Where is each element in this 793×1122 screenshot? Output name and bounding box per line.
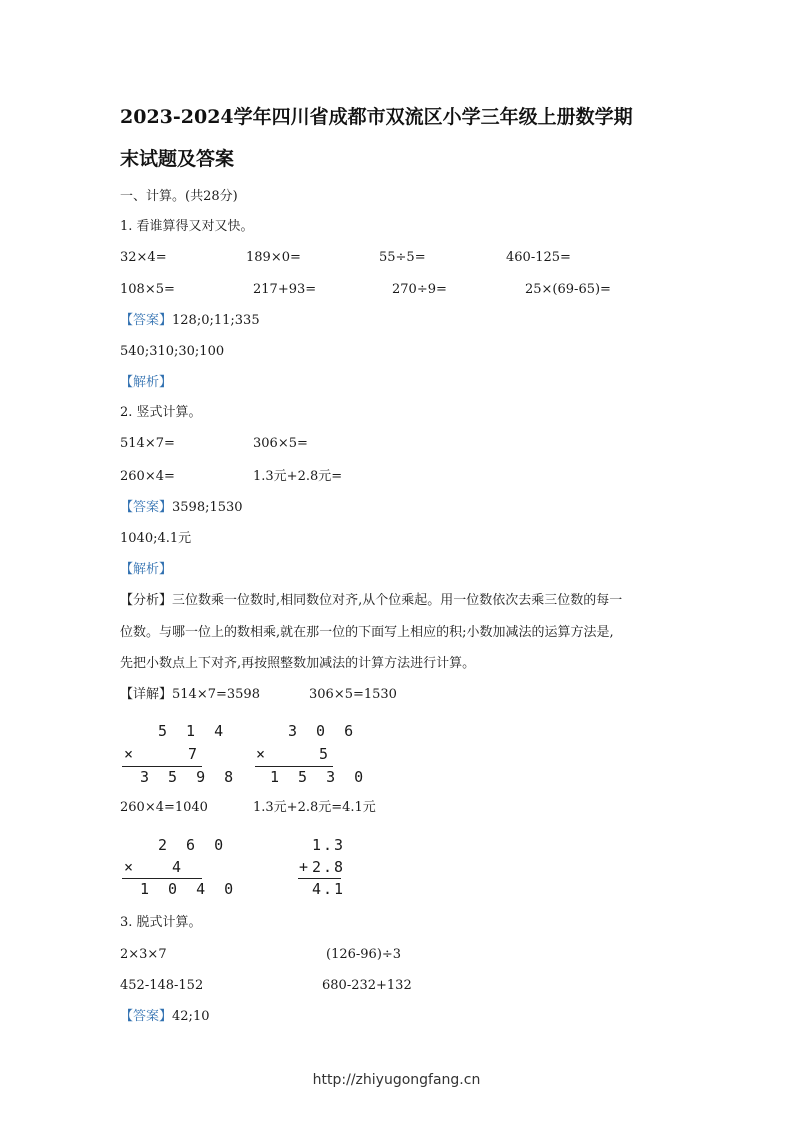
doc-title-line2: 末试题及答案 [120, 148, 235, 170]
q2-detail-line1 [120, 687, 260, 703]
fenxi-text: 三位数乘一位数时,相同数位对齐,从个位乘起。用一位数依次去乘三位数的每一 [172, 593, 623, 608]
q2-fenxi-line3: 先把小数点上下对齐,再按照整数加减法的计算方法进行计算。 [120, 656, 476, 671]
q2-analysis-tag: 【解析】 [120, 562, 173, 577]
q3-item: 2×3×7 [120, 947, 167, 962]
vcalc1-bottom: 7 [188, 745, 203, 763]
q2-fenxi-line1 [120, 593, 622, 609]
vcalc2-bottom: 5 [319, 745, 334, 763]
answer-text: 128;0;11;335 [172, 313, 260, 328]
q3-item: 680-232+132 [322, 978, 412, 993]
vcalc1-result: 3 5 9 8 [140, 768, 239, 786]
vcalc4-result: 4.1 [312, 880, 346, 898]
q1-item: 189×0= [246, 250, 301, 265]
answer-tag: 【答案】 [120, 313, 173, 328]
vcalc1-rule [122, 766, 202, 767]
answer-text: 42;10 [172, 1009, 210, 1024]
vcalc2-op: × [256, 745, 271, 763]
q3-answer [120, 1009, 209, 1025]
section-heading: 一、计算。(共28分) [120, 189, 238, 204]
vcalc4-rule [298, 878, 341, 879]
q1-item: 55÷5= [379, 250, 426, 265]
vcalc3-rule [122, 878, 202, 879]
q3-item: (126-96)÷3 [326, 947, 402, 962]
detail-tag: 【详解】 [120, 687, 173, 702]
vcalc3-top: 2 6 0 [158, 836, 229, 854]
vcalc2-top: 3 0 6 [288, 722, 359, 740]
vcalc4-op: + [299, 858, 314, 876]
vcalc3-result: 1 0 4 0 [140, 880, 239, 898]
q2-item: 260×4= [120, 469, 175, 484]
q1-answer [120, 313, 260, 329]
q2-answer [120, 500, 243, 516]
q2-answer-line2: 1040;4.1元 [120, 531, 192, 546]
q2-detail-line2: 260×4=1040 [120, 800, 208, 815]
q2-detail-line2b: 1.3元+2.8元=4.1元 [253, 800, 376, 815]
q1-item: 460-125= [506, 250, 571, 265]
vcalc3-op: × [124, 858, 139, 876]
answer-tag: 【答案】 [120, 1009, 173, 1024]
detail-text: 514×7=3598 [172, 687, 260, 702]
q1-item: 108×5= [120, 282, 175, 297]
vcalc4-top: 1.3 [312, 836, 346, 854]
footer-url[interactable]: http://zhiyugongfang.cn [312, 1072, 481, 1088]
q2-title: 2. 竖式计算。 [120, 405, 202, 420]
q1-item: 25×(69-65)= [525, 282, 611, 297]
answer-tag: 【答案】 [120, 500, 173, 515]
q3-title: 3. 脱式计算。 [120, 915, 202, 930]
fenxi-tag: 【分析】 [120, 593, 173, 608]
q2-item: 514×7= [120, 436, 175, 451]
q2-detail-text: 306×5=1530 [309, 687, 397, 702]
q2-item: 1.3元+2.8元= [253, 469, 343, 484]
vcalc2-rule [255, 766, 333, 767]
vcalc1-top: 5 1 4 [158, 722, 229, 740]
q1-item: 270÷9= [392, 282, 447, 297]
vcalc3-bottom: 4 [172, 858, 187, 876]
q1-item: 32×4= [120, 250, 167, 265]
q1-answer-line2: 540;310;30;100 [120, 344, 225, 359]
vcalc2-result: 1 5 3 0 [270, 768, 369, 786]
q3-item: 452-148-152 [120, 978, 204, 993]
vcalc4-bottom: 2.8 [312, 858, 346, 876]
answer-text: 3598;1530 [172, 500, 243, 515]
q2-item: 306×5= [253, 436, 308, 451]
vcalc1-op: × [124, 745, 139, 763]
q1-analysis-tag: 【解析】 [120, 375, 173, 390]
q2-fenxi-line2: 位数。与哪一位上的数相乘,就在那一位的下面写上相应的积;小数加减法的运算方法是, [120, 625, 614, 640]
doc-title-line1: 2023-2024学年四川省成都市双流区小学三年级上册数学期 [120, 106, 633, 128]
q1-title: 1. 看谁算得又对又快。 [120, 219, 254, 234]
q1-item: 217+93= [253, 282, 317, 297]
